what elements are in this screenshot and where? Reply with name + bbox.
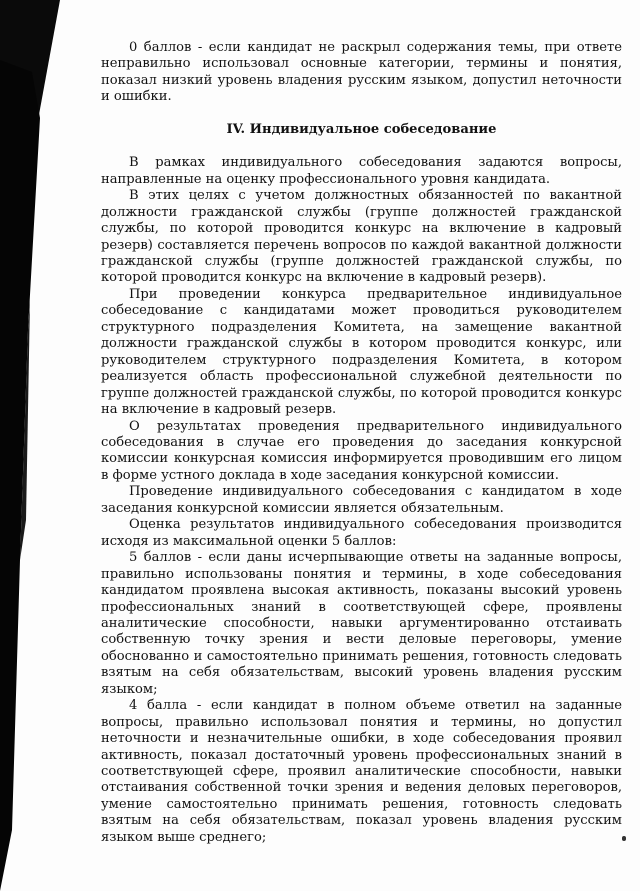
paragraph-7: 5 баллов - если даны исчерпывающие ответы на заданные вопросы, правильно использованы понятия и термины, в ходе собеседования кандидатом проявлена высокая активность, показаны высокий уровень профессиональных знаний в соответствующей сфере, проявлены аналитические способности, навыки аргументированно отстаивать собственную точку зрения и вести деловые переговоры, умение обоснованно и самостоятельно принимать решения, готовность следовать взятым на себя обязательствам, высокий уровень владения русским языком; [101,550,622,697]
paragraph-5: Проведение индивидуального собеседования с кандидатом в ходе заседания конкурсной комиссии является обязательным. [101,484,622,516]
section-heading: IV. Индивидуальное собеседование [226,121,497,137]
scan-shadow-edge [0,0,80,891]
paragraph-8: 4 балла - если кандидат в полном объеме ответил на заданные вопросы, правильно использовал понятия и термины, но допустил неточности и незначительные ошибки, в ходе собеседования проявил активность, показал достаточный уровень профессиональных знаний в соответствующей сфере, проявил аналитические способности, навыки отстаивания собственной точки зрения и ведения деловых переговоров, умение самостоятельно принимать решения, готовность следовать взятым на себя обязательствам, показал уровень владения русским языком выше среднего; [101,698,622,845]
intro-paragraph: 0 баллов - если кандидат не раскрыл содержания темы, при ответе неправильно использовал основные категории, термины и понятия, показал низкий уровень владения русским языком, допустил неточности и ошибки. [101,40,622,105]
document-text [101,40,622,846]
paragraph-6: Оценка результатов индивидуального собеседования производится исходя из максимальной оценки 5 баллов: [101,517,622,549]
paragraph-2: В этих целях с учетом должностных обязанностей по вакантной должности гражданской службы (группе должностей гражданской службы, по которой проводится конкурс на включение в кадровый резерв) составляется перечень вопросов по каждой вакантной должности гражданской службы (группе должностей гражданской службы, по которой проводится конкурс на включение в кадровый резерв). [101,188,622,286]
paragraph-1: В рамках индивидуального собеседования задаются вопросы, направленные на оценку профессионального уровня кандидата. [101,155,622,187]
scan-speck [622,836,626,841]
paragraph-4: О результатах проведения предварительного индивидуального собеседования в случае его проведения до заседания конкурсной комиссии конкурсная комиссия информируется проводившим его лицом в форме устного доклада в ходе заседания конкурсной комиссии. [101,418,622,483]
paragraph-3: При проведении конкурса предварительное индивидуальное собеседование с кандидатами может проводиться руководителем структурного подразделения Комитета, на замещение вакантной должности гражданской службы в котором проводится конкурс, или руководителем структурного подразделения Комитета, в котором реализуется область профессиональной служебной деятельности по группе должностей гражданской службы, по которой проводится конкурс на включение в кадровый резерв. [101,286,622,418]
